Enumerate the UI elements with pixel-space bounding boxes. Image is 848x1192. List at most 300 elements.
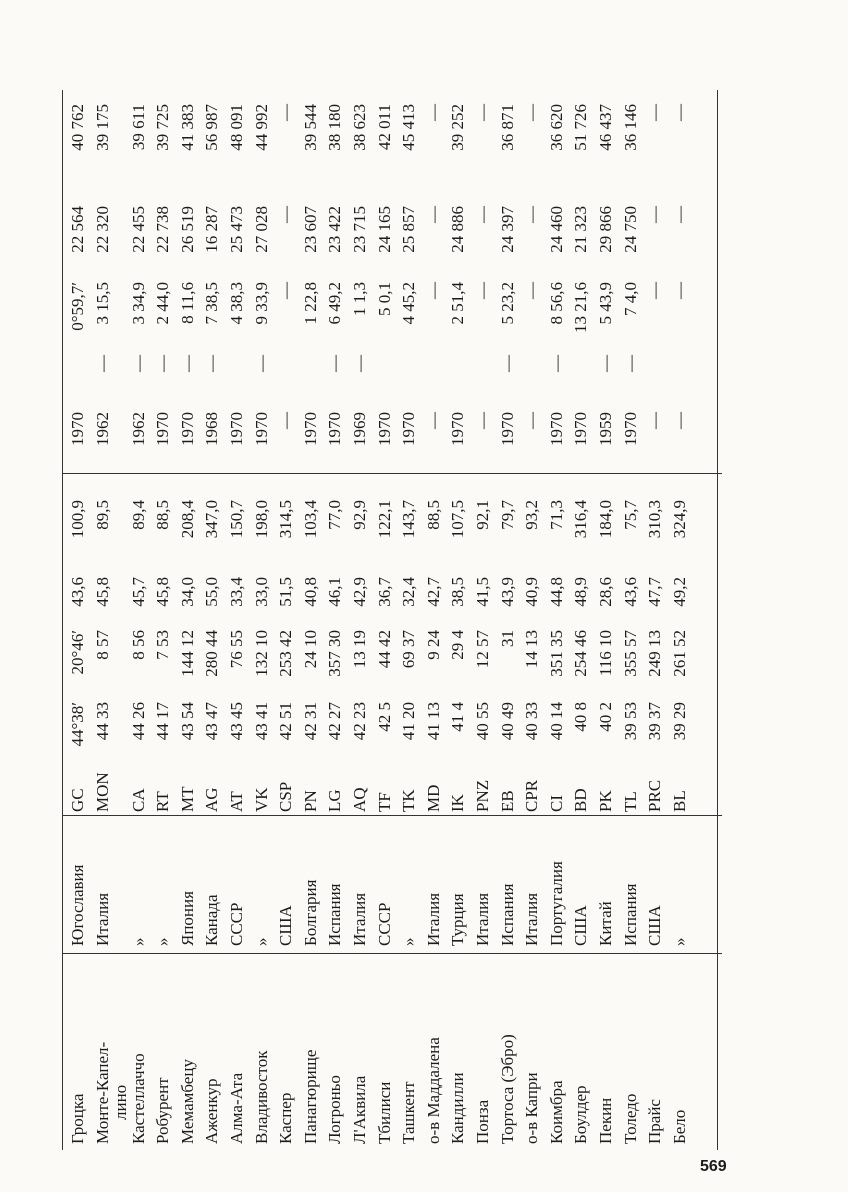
geomagnetic-latitude-cell: 41,5: [473, 577, 492, 607]
geomagnetic-latitude-cell: 42,9: [350, 577, 369, 607]
station-code-cell: LG: [325, 789, 345, 812]
table-row: [274, 90, 298, 1150]
longitude-cell: 261 52: [669, 630, 689, 677]
declination-value: 6 49,2: [325, 282, 345, 325]
total-intensity-cell: —: [522, 104, 542, 121]
table-row: [200, 90, 224, 1150]
declination-sign: —: [350, 355, 369, 372]
horizontal-component-cell: 22 564: [68, 206, 87, 253]
country-cell: Италия: [92, 892, 112, 946]
epoch-year-cell: 1962: [128, 412, 148, 446]
station-code-cell: CSP: [276, 781, 296, 812]
country-cell: Италия: [423, 892, 443, 946]
latitude-cell: 42 51: [276, 702, 296, 741]
declination-cell: [397, 282, 421, 372]
country-cell: СССР: [374, 902, 394, 946]
table-row: [545, 90, 569, 1150]
station-name-cell: Каспер: [276, 1092, 296, 1144]
declination-value: 3 15,5: [92, 282, 112, 325]
table-row: [668, 90, 692, 1150]
latitude-cell: 40 2: [596, 702, 615, 732]
declination-sign: —: [251, 355, 271, 372]
table-row: [151, 90, 175, 1150]
country-cell: »: [153, 937, 173, 946]
epoch-year-cell: 1970: [251, 412, 271, 446]
horizontal-component-cell: —: [423, 206, 443, 223]
station-code-cell: MT: [177, 786, 197, 812]
geomagnetic-latitude-cell: 42,7: [423, 577, 443, 607]
longitude-cell: 7 53: [153, 630, 173, 660]
longitude-cell: 13 19: [350, 630, 369, 669]
declination-value: 2 44,0: [153, 282, 173, 325]
total-intensity-cell: —: [276, 104, 296, 121]
latitude-cell: 43 41: [251, 702, 271, 741]
station-code-cell: MD: [423, 784, 443, 812]
geomagnetic-latitude-cell: 45,8: [92, 577, 112, 607]
latitude-cell: 42 5: [374, 702, 394, 732]
total-intensity-cell: —: [645, 104, 665, 121]
station-name-cell: Толедо: [620, 1093, 640, 1144]
table-row: [619, 90, 643, 1150]
geomagnetic-latitude-cell: 43,9: [497, 577, 517, 607]
declination-value: 7 38,5: [202, 282, 222, 325]
table-row: [66, 90, 90, 1150]
longitude-cell: 9 24: [423, 630, 443, 660]
horizontal-component-cell: 21 323: [571, 206, 591, 253]
table-row: [520, 90, 544, 1150]
geomagnetic-latitude-cell: 43,6: [620, 577, 640, 607]
table-bottom-rule: [717, 90, 718, 1150]
geomagnetic-latitude-cell: 47,7: [645, 577, 665, 607]
geomagnetic-longitude-cell: 316,4: [571, 500, 591, 539]
total-intensity-cell: 38 623: [350, 104, 369, 151]
geomagnetic-latitude-cell: 38,5: [448, 577, 468, 607]
geomagnetic-latitude-cell: 33,0: [251, 577, 271, 607]
epoch-year-cell: 1970: [153, 412, 173, 446]
longitude-cell: 31: [497, 630, 517, 647]
declination-sign: —: [92, 355, 112, 372]
declination-value: 5 0,1: [374, 282, 394, 316]
station-name-continuation: лино: [110, 1084, 130, 1120]
latitude-cell: 39 37: [645, 702, 665, 741]
longitude-cell: 12 57: [473, 630, 492, 669]
horizontal-component-cell: 23 607: [300, 206, 320, 253]
station-name-cell: Логроньо: [325, 1075, 345, 1144]
declination-cell: [151, 282, 175, 372]
declination-sign: —: [128, 355, 148, 372]
epoch-year-cell: 1970: [177, 412, 197, 446]
declination-value: 8 11,6: [177, 282, 197, 324]
rotated-table: [62, 90, 722, 1150]
geomagnetic-longitude-cell: 79,7: [497, 500, 517, 530]
latitude-cell: 41 13: [423, 702, 443, 741]
table-row: [422, 90, 446, 1150]
station-name-cell: Кастеллаччо: [128, 1053, 148, 1144]
epoch-year-cell: 1970: [546, 412, 566, 446]
table-row: [397, 90, 421, 1150]
epoch-year-cell: 1970: [399, 412, 419, 446]
declination-cell: [619, 282, 643, 372]
horizontal-component-cell: —: [522, 206, 542, 223]
station-name-cell: Л'Аквила: [350, 1075, 369, 1144]
epoch-year-cell: 1970: [448, 412, 468, 446]
station-code-cell: RT: [153, 791, 173, 812]
declination-cell: [299, 282, 323, 372]
country-cell: США: [571, 905, 591, 946]
epoch-year-cell: 1970: [571, 412, 591, 446]
latitude-cell: 40 33: [522, 702, 542, 741]
total-intensity-cell: 56 987: [202, 104, 222, 151]
horizontal-component-cell: —: [669, 206, 689, 223]
total-intensity-cell: 39 252: [448, 104, 468, 151]
station-name-cell: Алма-Ата: [227, 1072, 246, 1144]
total-intensity-cell: 36 146: [620, 104, 640, 151]
geomagnetic-latitude-cell: 49,2: [669, 577, 689, 607]
table-row: [496, 90, 520, 1150]
declination-cell: [323, 282, 347, 372]
table-row: [250, 90, 274, 1150]
table-row: [176, 90, 200, 1150]
horizontal-component-cell: 22 455: [128, 206, 148, 253]
declination-cell: [668, 282, 692, 372]
station-name-cell: Прайс: [645, 1099, 665, 1144]
station-name-cell: Монте-Капел-: [92, 1041, 112, 1144]
total-intensity-cell: 39 175: [92, 104, 112, 151]
total-intensity-cell: —: [423, 104, 443, 121]
geomagnetic-latitude-cell: 51,5: [276, 577, 296, 607]
declination-value: 8 56,6: [546, 282, 566, 325]
table-row: [91, 90, 130, 1150]
declination-value: 9 33,9: [251, 282, 271, 325]
declination-cell: [66, 282, 90, 372]
declination-cell: [127, 282, 151, 372]
longitude-cell: 355 57: [620, 630, 640, 677]
latitude-cell: 40 55: [473, 702, 492, 741]
declination-value: 4 38,3: [227, 282, 246, 325]
declination-cell: [373, 282, 397, 372]
declination-value: 5 23,2: [497, 282, 517, 325]
table-row: [127, 90, 151, 1150]
horizontal-component-cell: 25 473: [227, 206, 246, 253]
table-row: [225, 90, 249, 1150]
country-cell: США: [276, 905, 296, 946]
station-code-cell: PNZ: [473, 779, 492, 812]
epoch-year-cell: 1959: [596, 412, 615, 446]
total-intensity-cell: 44 992: [251, 104, 271, 151]
geomagnetic-latitude-cell: 40,8: [300, 577, 320, 607]
epoch-year-cell: —: [473, 412, 492, 429]
country-cell: Италия: [350, 892, 369, 946]
station-code-cell: EB: [497, 790, 517, 812]
country-cell: Болгария: [300, 879, 320, 946]
horizontal-component-cell: 23 422: [325, 206, 345, 253]
geomagnetic-latitude-cell: 45,8: [153, 577, 173, 607]
country-cell: Канада: [202, 894, 222, 946]
total-intensity-cell: 40 762: [68, 104, 87, 151]
station-name-cell: Тортоса (Эбро): [497, 1034, 517, 1144]
geomagnetic-latitude-cell: 33,4: [227, 577, 246, 607]
total-intensity-cell: 46 437: [596, 104, 615, 151]
country-cell: Португалия: [546, 861, 566, 946]
longitude-cell: 249 13: [645, 630, 665, 677]
declination-value: 0°59,7′: [68, 282, 87, 331]
country-cell: Югославия: [68, 864, 87, 946]
geomagnetic-longitude-cell: 103,4: [300, 500, 320, 539]
total-intensity-cell: 36 620: [546, 104, 566, 151]
station-name-cell: Кандилли: [448, 1072, 468, 1144]
horizontal-component-cell: 24 886: [448, 206, 468, 253]
geomagnetic-longitude-cell: 92,9: [350, 500, 369, 530]
horizontal-component-cell: 24 750: [620, 206, 640, 253]
epoch-year-cell: 1968: [202, 412, 222, 446]
epoch-year-cell: —: [276, 412, 296, 429]
station-code-cell: TK: [399, 789, 419, 812]
horizontal-component-cell: 26 519: [177, 206, 197, 253]
declination-sign: —: [325, 355, 345, 372]
geomagnetic-latitude-cell: 36,7: [374, 577, 394, 607]
geomagnetic-longitude-cell: 107,5: [448, 500, 468, 539]
longitude-cell: 8 57: [92, 630, 112, 660]
geomagnetic-latitude-cell: 48,9: [571, 577, 591, 607]
geomagnetic-latitude-cell: 45,7: [128, 577, 148, 607]
horizontal-component-cell: —: [645, 206, 665, 223]
country-cell: Италия: [522, 892, 542, 946]
station-name-cell: Коимбра: [546, 1080, 566, 1144]
latitude-cell: 42 31: [300, 702, 320, 741]
latitude-cell: 43 47: [202, 702, 222, 741]
longitude-cell: 8 56: [128, 630, 148, 660]
station-code-cell: BL: [669, 790, 689, 812]
horizontal-component-cell: 24 397: [497, 206, 517, 253]
station-name-cell: Аженкур: [202, 1078, 222, 1144]
latitude-cell: 44 33: [92, 702, 112, 741]
geomagnetic-longitude-cell: 89,5: [92, 500, 112, 530]
latitude-cell: 43 54: [177, 702, 197, 741]
epoch-year-cell: 1962: [92, 412, 112, 446]
horizontal-component-cell: 23 715: [350, 206, 369, 253]
station-name-cell: Робурент: [153, 1077, 173, 1144]
epoch-year-cell: 1970: [227, 412, 246, 446]
declination-cell: [200, 282, 224, 372]
country-cell: США: [645, 905, 665, 946]
declination-sign: —: [153, 355, 173, 372]
station-name-cell: Бело: [669, 1109, 689, 1144]
declination-value: —: [276, 282, 296, 299]
declination-cell: [545, 282, 569, 372]
declination-cell: [496, 282, 520, 372]
total-intensity-cell: 39 725: [153, 104, 173, 151]
table-row: [643, 90, 667, 1150]
geomagnetic-longitude-cell: 198,0: [251, 500, 271, 539]
table-row: [348, 90, 372, 1150]
latitude-cell: 44°38′: [68, 702, 87, 747]
station-name-cell: Боулдер: [571, 1085, 591, 1144]
station-code-cell: PN: [300, 790, 320, 812]
latitude-cell: 42 27: [325, 702, 345, 741]
longitude-cell: 69 37: [399, 630, 419, 669]
declination-cell: [225, 282, 249, 372]
epoch-year-cell: —: [522, 412, 542, 429]
geomagnetic-latitude-cell: 28,6: [596, 577, 615, 607]
declination-value: 7 4,0: [620, 282, 640, 316]
longitude-cell: 144 12: [177, 630, 197, 677]
table-row: [471, 90, 495, 1150]
latitude-cell: 40 8: [571, 702, 591, 732]
total-intensity-cell: 36 871: [497, 104, 517, 151]
declination-sign: —: [202, 355, 222, 372]
station-code-cell: CA: [128, 788, 148, 812]
declination-value: —: [645, 282, 665, 299]
geomagnetic-longitude-cell: 150,7: [227, 500, 246, 539]
longitude-cell: 253 42: [276, 630, 296, 677]
table-row: [569, 90, 593, 1150]
horizontal-component-cell: 22 738: [153, 206, 173, 253]
station-code-cell: AT: [227, 791, 246, 812]
declination-cell: [569, 282, 593, 372]
station-code-cell: PRC: [645, 779, 665, 812]
geomagnetic-longitude-cell: 310,3: [645, 500, 665, 539]
total-intensity-cell: 41 383: [177, 104, 197, 151]
latitude-cell: 43 45: [227, 702, 246, 741]
geomagnetic-longitude-cell: 143,7: [399, 500, 419, 539]
latitude-cell: 41 20: [399, 702, 419, 741]
longitude-cell: 280 44: [202, 630, 222, 677]
latitude-cell: 42 23: [350, 702, 369, 741]
station-name-cell: о-в Капри: [522, 1072, 542, 1144]
station-name-cell: Мемамбецу: [177, 1059, 197, 1144]
epoch-year-cell: 1970: [300, 412, 320, 446]
latitude-cell: 44 17: [153, 702, 173, 741]
page-number: 569: [700, 1158, 727, 1175]
table-row: [594, 90, 618, 1150]
geomagnetic-longitude-cell: 184,0: [596, 500, 615, 539]
horizontal-component-cell: 25 857: [399, 206, 419, 253]
latitude-cell: 41 4: [448, 702, 468, 732]
geomagnetic-latitude-cell: 34,0: [177, 577, 197, 607]
declination-cell: [594, 282, 618, 372]
total-intensity-cell: 48 091: [227, 104, 246, 151]
longitude-cell: 24 10: [300, 630, 320, 669]
longitude-cell: 76 55: [227, 630, 246, 669]
horizontal-component-cell: —: [276, 206, 296, 223]
geomagnetic-latitude-cell: 43,6: [68, 577, 87, 607]
declination-cell: [176, 282, 200, 372]
station-name-cell: Гроцка: [68, 1093, 87, 1144]
country-cell: СССР: [227, 902, 246, 946]
horizontal-component-cell: 24 165: [374, 206, 394, 253]
station-code-cell: VK: [251, 787, 271, 812]
longitude-cell: 29 4: [448, 630, 468, 660]
geomagnetic-longitude-cell: 88,5: [153, 500, 173, 530]
longitude-cell: 357 30: [325, 630, 345, 677]
declination-cell: [643, 282, 667, 372]
geomagnetic-longitude-cell: 347,0: [202, 500, 222, 539]
latitude-cell: 44 26: [128, 702, 148, 741]
total-intensity-cell: —: [473, 104, 492, 121]
geomagnetic-latitude-cell: 40,9: [522, 577, 542, 607]
station-code-cell: IK: [448, 794, 468, 812]
declination-value: —: [473, 282, 492, 299]
country-cell: Турция: [448, 893, 468, 946]
total-intensity-cell: 39 544: [300, 104, 320, 151]
table-row: [299, 90, 323, 1150]
station-name-cell: Ташкент: [399, 1081, 419, 1144]
station-code-cell: PK: [596, 790, 615, 812]
station-name-cell: о-в Маддалена: [423, 1037, 443, 1144]
total-intensity-cell: —: [669, 104, 689, 121]
station-code-cell: CI: [546, 795, 566, 812]
station-name-cell: Тбилиси: [374, 1081, 394, 1144]
geomagnetic-longitude-cell: 89,4: [128, 500, 148, 530]
station-name-cell: Панагюрище: [300, 1049, 320, 1144]
horizontal-component-cell: 29 866: [596, 206, 615, 253]
declination-sign: —: [177, 355, 197, 372]
declination-cell: [520, 282, 544, 372]
horizontal-component-cell: —: [473, 206, 492, 223]
longitude-cell: 44 42: [374, 630, 394, 669]
latitude-cell: 40 49: [497, 702, 517, 741]
latitude-cell: 40 14: [546, 702, 566, 741]
geomagnetic-latitude-cell: 55,0: [202, 577, 222, 607]
geomagnetic-latitude-cell: 44,8: [546, 577, 566, 607]
epoch-year-cell: —: [669, 412, 689, 429]
country-cell: »: [128, 937, 148, 946]
station-code-cell: CPR: [522, 779, 542, 812]
epoch-year-cell: 1969: [350, 412, 369, 446]
station-code-cell: MON: [92, 772, 112, 812]
country-cell: Испания: [325, 883, 345, 946]
station-name-cell: Владивосток: [251, 1050, 271, 1144]
station-code-cell: AG: [202, 787, 222, 812]
station-code-cell: AQ: [350, 787, 369, 812]
geomagnetic-longitude-cell: 92,1: [473, 500, 492, 530]
latitude-cell: 39 29: [669, 702, 689, 741]
declination-cell: [250, 282, 274, 372]
table-row: [446, 90, 470, 1150]
geomagnetic-longitude-cell: 88,5: [423, 500, 443, 530]
latitude-cell: 39 53: [620, 702, 640, 741]
horizontal-component-cell: 22 320: [92, 206, 112, 253]
longitude-cell: 116 10: [596, 630, 615, 677]
geomagnetic-longitude-cell: 100,9: [68, 500, 87, 539]
geomagnetic-longitude-cell: 93,2: [522, 500, 542, 530]
total-intensity-cell: 39 611: [128, 104, 148, 151]
total-intensity-cell: 51 726: [571, 104, 591, 151]
longitude-cell: 20°46′: [68, 630, 87, 675]
country-cell: Италия: [473, 892, 492, 946]
station-name-cell: Понза: [473, 1099, 492, 1144]
geomagnetic-longitude-cell: 122,1: [374, 500, 394, 539]
geomagnetic-latitude-cell: 32,4: [399, 577, 419, 607]
longitude-cell: 14 13: [522, 630, 542, 669]
epoch-year-cell: 1970: [620, 412, 640, 446]
declination-sign: —: [497, 355, 517, 372]
country-cell: »: [399, 937, 419, 946]
declination-cell: [274, 282, 298, 372]
table-row: [323, 90, 347, 1150]
country-cell: »: [251, 937, 271, 946]
geomagnetic-longitude-cell: 324,9: [669, 500, 689, 539]
declination-value: 4 45,2: [399, 282, 419, 325]
total-intensity-cell: 38 180: [325, 104, 345, 151]
epoch-year-cell: 1970: [374, 412, 394, 446]
declination-cell: [471, 282, 495, 372]
country-cell: Япония: [177, 891, 197, 946]
country-cell: Китай: [596, 901, 615, 946]
declination-value: 3 34,9: [128, 282, 148, 325]
declination-sign: —: [596, 355, 615, 372]
table-row: [373, 90, 397, 1150]
